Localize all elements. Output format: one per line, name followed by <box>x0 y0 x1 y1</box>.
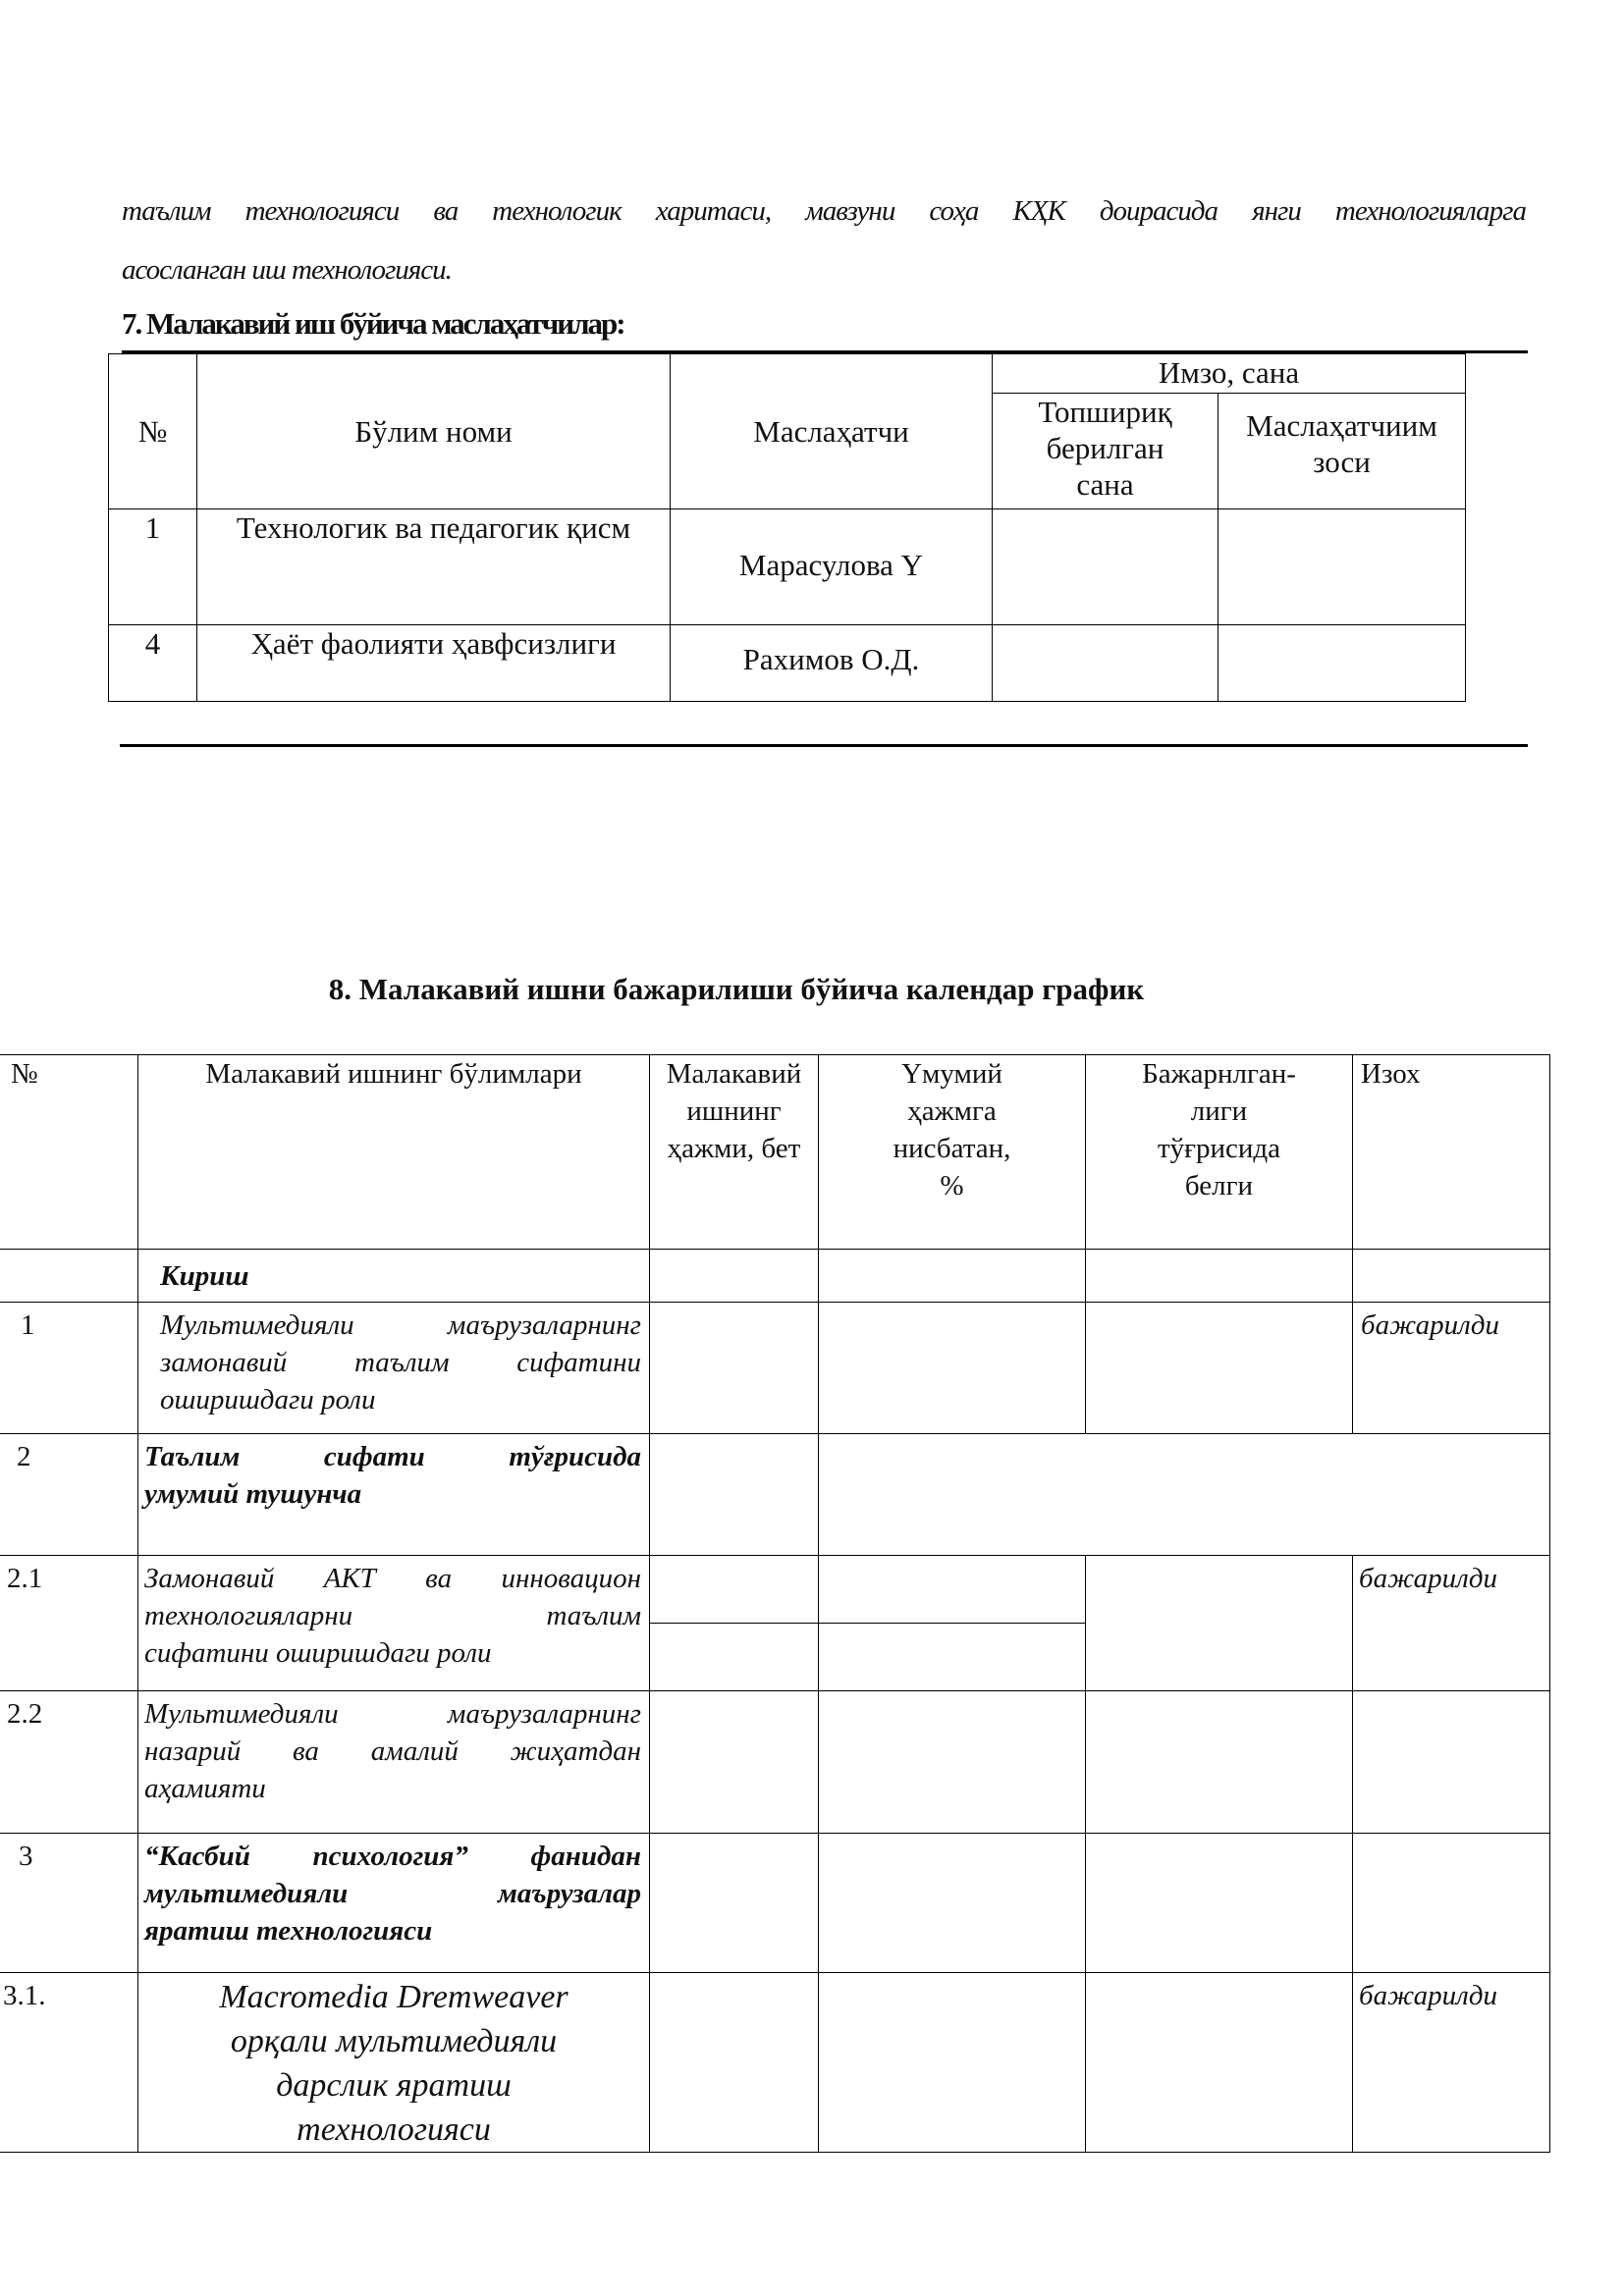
row-num: 3.1. <box>0 1973 138 2153</box>
header-note: Изох <box>1353 1055 1550 1250</box>
row-advisor: Рахимов О.Д. <box>671 625 993 702</box>
table-row <box>109 625 1466 702</box>
row-title: Macromedia Dremweaver орқали мультимедияли дарслик яратиш технологияси <box>138 1973 650 2153</box>
row-signature <box>1218 625 1466 702</box>
header-completion: Бажарнлган- лиги тўғрисида белги <box>1086 1055 1353 1250</box>
section-8-title: 8. Малакавий ишни бажарилиши бўйича календар график <box>328 972 1145 1006</box>
row-num: 4 <box>109 625 197 702</box>
row-note: бажарилди <box>1353 1973 1550 2153</box>
table-row <box>0 1250 1550 1303</box>
section-7-title: 7. Малакавий иш бўйича маслаҳатчилар: <box>122 306 624 341</box>
row-title: Замонавий АКТ ва инновацион технологияларни таълим сифатини оширишдаги роли <box>138 1556 650 1691</box>
row-section: Ҳаёт фаолияти ҳавфсизлиги <box>197 625 671 702</box>
row-num: 1 <box>0 1303 138 1434</box>
header-advisor: Маслаҳатчи <box>671 354 993 509</box>
header-advisor-signature: Маслаҳатчиим зоси <box>1218 394 1466 509</box>
header-num: № <box>0 1055 138 1250</box>
row-num: 2 <box>0 1434 138 1556</box>
table-row <box>109 509 1466 625</box>
row-signature <box>1218 509 1466 625</box>
row-note: бажарилди <box>1353 1303 1550 1434</box>
calendar-table <box>0 1054 1550 2153</box>
header-row <box>0 1055 1550 1250</box>
row-intro-label: Кириш <box>138 1250 650 1303</box>
header-parts: Малакавий ишнинг бўлимлари <box>138 1055 650 1250</box>
row-task-date <box>993 625 1218 702</box>
header-percent: Үмумий ҳажмга нисбатан, % <box>819 1055 1086 1250</box>
table-row <box>0 1691 1550 1834</box>
merged-cell <box>819 1434 1550 1556</box>
row-num: 3 <box>0 1834 138 1973</box>
row-title: Таълим сифати тўғрисида умумий тушунча <box>138 1434 650 1556</box>
header-task-given: Топшириқ берилган сана <box>993 394 1218 509</box>
row-section: Технологик ва педагогик қисм <box>197 509 671 625</box>
table-row <box>0 1303 1550 1434</box>
intro-paragraph <box>122 182 1526 299</box>
header-num: № <box>109 354 197 509</box>
table-row <box>0 1434 1550 1556</box>
row-title: Мультимедияли маърузаларнинг назарий ва амалий жиҳатдан аҳамияти <box>138 1691 650 1834</box>
header-sign-date: Имзо, сана <box>993 354 1466 394</box>
header-section: Бўлим номи <box>197 354 671 509</box>
row-note: бажарилди <box>1353 1556 1550 1691</box>
row-num: 2.1 <box>0 1556 138 1691</box>
intro-line-1: таълим технологияси ва технологик харитаси, мавзуни соҳа КҲК доирасида янги технологияларга <box>122 195 1526 227</box>
divider-bottom <box>120 744 1528 747</box>
intro-line-2: асосланган иш технологияси. <box>122 254 452 286</box>
row-title: “Касбий психология” фанидан мультимедияли маърузалар яратиш технологияси <box>138 1834 650 1973</box>
advisors-table <box>108 353 1466 702</box>
row-task-date <box>993 509 1218 625</box>
table-row <box>0 1834 1550 1973</box>
row-num: 2.2 <box>0 1691 138 1834</box>
row-advisor: Марасулова Y <box>671 509 993 625</box>
row-title: Мультимедияли маърузаларнинг замонавий таълим сифатини оширишдаги роли <box>138 1303 650 1434</box>
header-volume: Малакавий ишнинг ҳажми, бет <box>650 1055 819 1250</box>
table-row <box>0 1556 1550 1624</box>
row-num: 1 <box>109 509 197 625</box>
table-row <box>0 1973 1550 2153</box>
